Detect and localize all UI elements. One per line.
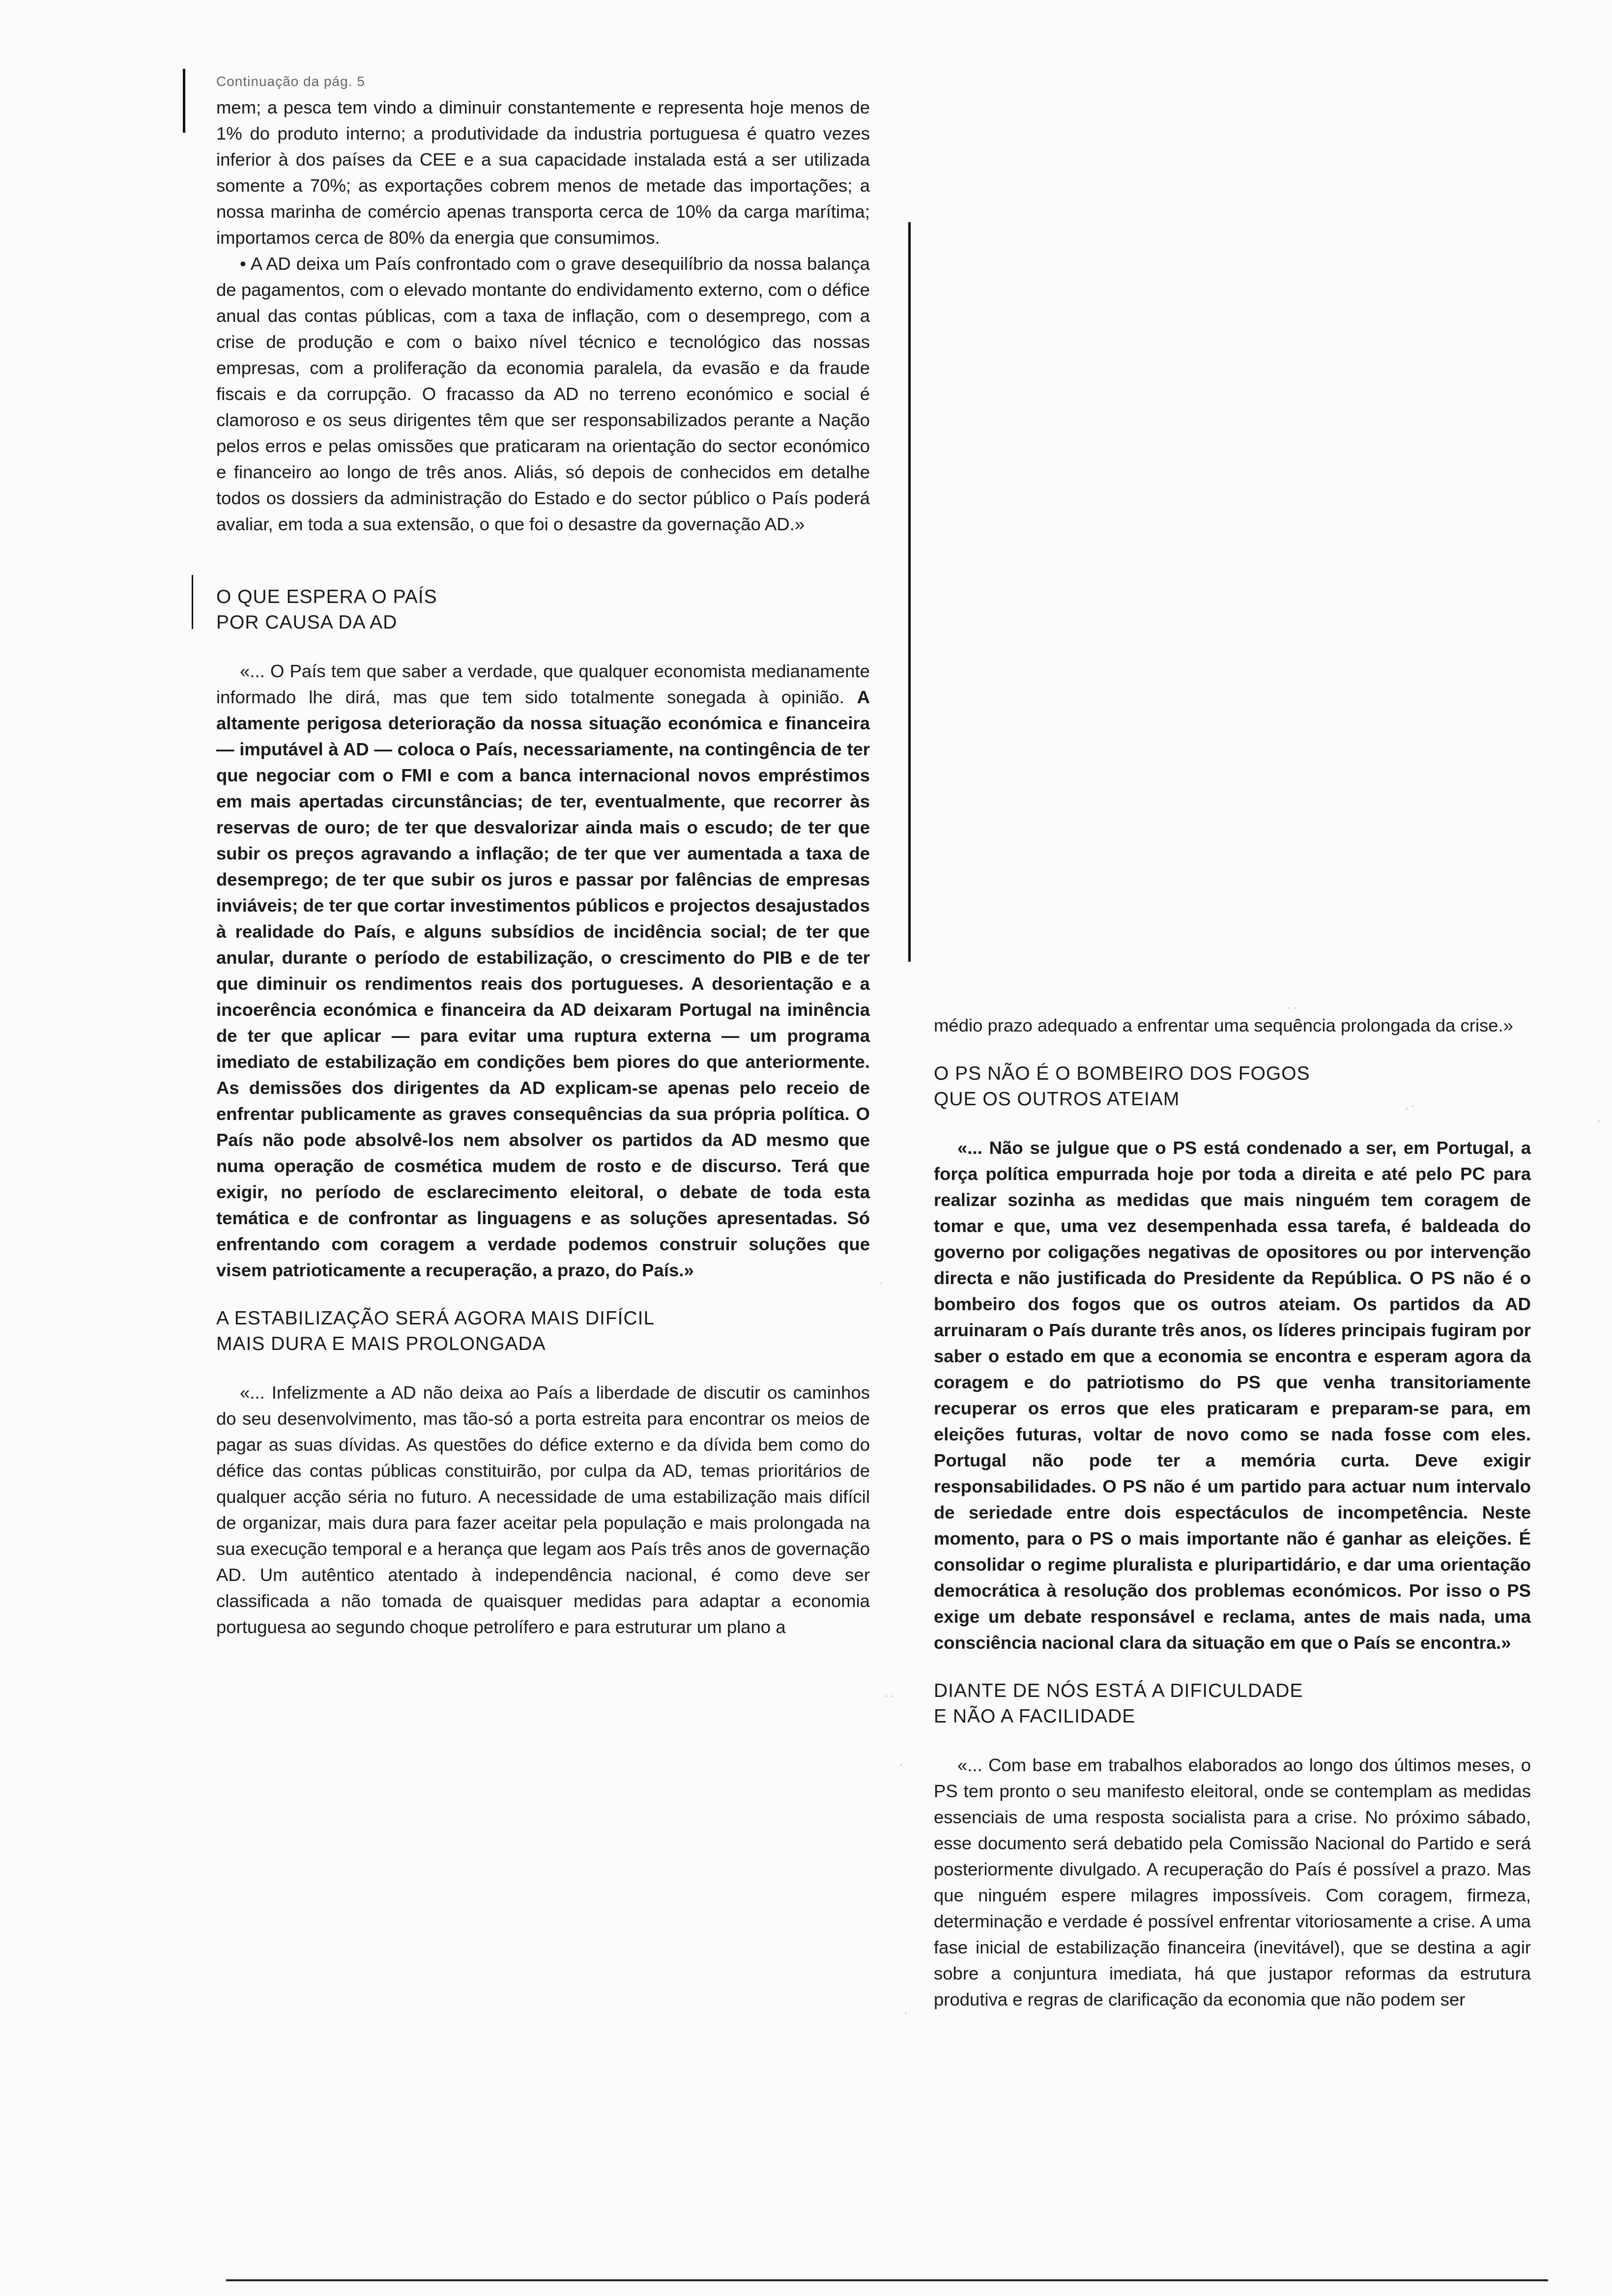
heading-line: MAIS DURA E MAIS PROLONGADA bbox=[216, 1333, 546, 1354]
scan-speck: · bbox=[899, 1759, 903, 1770]
section-4-quote: «... Com base em trabalhos elaborados ao longo dos últimos meses, o PS tem pronto o seu manifesto eleitoral, onde se contemplam as medidas essenciais de uma resposta socialista para a crise. No próximo sábado, esse documento será debatido pela Comissão Nacional do Partido e será posteriormente divulgado. A recuperação do País é possível a prazo. Mas que ninguém espere milagres impossíveis. Com coragem, firmeza, determinação e verdade é possível enfrentar vitoriosamente a crise. A uma fase inicial de estabilização financeira (inevitável), que se destina a agir sobre a conjuntura imediata, há que justapor reformas da estrutura produtiva e regras de clarificação da economia que não podem ser bbox=[934, 1755, 1531, 2009]
heading-line: POR CAUSA DA AD bbox=[216, 612, 398, 633]
heading-line: O QUE ESPERA O PAÍS bbox=[216, 586, 437, 607]
scan-speck: . bbox=[904, 2005, 907, 2016]
section-heading-o-que-espera bbox=[216, 584, 870, 635]
scan-speck: · · bbox=[1288, 1003, 1297, 1013]
heading-line: O PS NÃO É O BOMBEIRO DOS FOGOS bbox=[934, 1063, 1310, 1084]
section-2-quote: «... Infelizmente a AD não deixa ao País a liberdade de discutir os caminhos do seu desenvolvimento, mas tão-só a porta estreita para encontrar os meios de pagar as suas dívidas. As questões do défice externo e da dívida bem como do défice das contas públicas constituirão, por culpa da AD, temas prioritários de qualquer acção séria no futuro. A necessidade de uma estabilização mais difícil de organizar, mais dura para fazer aceitar pela população e mais prolongada na sua execução temporal e a herança que legam aos País três anos de governação AD. Um autêntico atentado à independência nacional, é como deve ser classificada a não tomada de quaisquer medidas para adaptar a economia portuguesa ao segundo choque petrolífero e para estruturar um plano a bbox=[216, 1382, 870, 1637]
left-margin-tick bbox=[192, 575, 193, 629]
section-1-quote bbox=[216, 658, 870, 1283]
scan-speck: · bbox=[1597, 1116, 1601, 1126]
heading-line: QUE OS OUTROS ATEIAM bbox=[934, 1089, 1180, 1110]
section-1-quote-bold: A altamente perigosa deterioração da nossa situação económica e financeira — imputável à AD — coloca o País, necessariamente, na contingência de ter que negociar com o FMI e com a banca internacional novos empréstimos em mais apertadas circunstâncias; de ter, eventualmente, que recorrer às reservas de ouro; de ter que desvalorizar ainda mais o escudo; de ter que subir os preços agravando a inflação; de ter que ver aumentada a taxa de desemprego; de ter que subir os juros e passar por falências de empresas inviáveis; de ter que cortar investimentos públicos e projectos desajustados à realidade do País, e alguns subsídios de incidência social; de ter que anular, durante o período de estabilização, o crescimento do PIB e de ter que diminuir os rendimentos reais dos portugueses. A desorientação e a incoerência económica e financeira da AD deixaram Portugal na iminência de ter que aplicar — para evitar uma ruptura externa — um programa imediato de estabilização em condições bem piores do que anteriormente. As demissões dos dirigentes da AD explicam-se apenas pelo receio de enfrentar publicamente as graves consequências da sua própria política. O País não pode absolvê-los nem absolver os partidos da AD mesmo que numa operação de cosmética mudem de rosto e de discurso. Terá que exigir, no período de esclarecimento eleitoral, o debate de toda esta temática e de confrontar as linguagens e as soluções apresentadas. Só enfrentando com coragem a verdade podemos construir soluções que visem patrioticamente a recuperação, a prazo, do País.» bbox=[216, 687, 870, 1280]
scan-speck: · · bbox=[885, 1691, 894, 1701]
left-column bbox=[216, 74, 870, 1640]
section-3-quote: «... Não se julgue que o PS está condenado a ser, em Portugal, a força política empurrada hoje por toda a direita e até pelo PC para realizar sozinha as medidas que mais ninguém tem coragem de tomar e que, uma vez desempenhada essa tarefa, é baldeada do governo por coligações negativas de opositores ou por intervenção directa e não justificada do Presidente da República. O PS não é o bombeiro dos fogos que os outros ateiam. Os partidos da AD arruinaram o País durante três anos, os líderes principais fugiram por saber o estado em que a economia se encontra e esperam agora da coragem e do patriotismo do PS que venha transitoriamente recuperar os erros que eles praticaram e preparam-se para, em eleições futuras, voltar de novo como se nada fosse com eles. Portugal não pode ter a memória curta. Deve exigir responsabilidades. O PS não é um partido para actuar num intervalo de seriedade entre dois espectáculos de incompetência. Neste momento, para o PS o mais importante não é ganhar as eleições. É consolidar o regime pluralista e pluripartidário, e dar uma orientação democrática à resolução dos problemas económicos. Por isso o PS exige um debate responsável e reclama, antes de mais nada, uma consciência nacional clara da situação em que o País se encontra.» bbox=[934, 1138, 1531, 1653]
section-heading-dificuldade bbox=[934, 1678, 1531, 1729]
bottom-rule bbox=[226, 2279, 1548, 2281]
scan-speck: . · bbox=[1406, 1101, 1414, 1112]
intro-paragraph: mem; a pesca tem vindo a diminuir constantemente e representa hoje menos de 1% do produto interno; a produtividade da industria portuguesa é quatro vezes inferior à dos países da CEE e a sua capacidade instalada está a ser utilizada somente a 70%; as exportações cobrem menos de metade das importações; a nossa marinha de comércio apenas transporta cerca de 10% da carga marítima; importamos cerca de 80% da energia que consumimos. bbox=[216, 97, 870, 248]
section-heading-ps-bombeiro bbox=[934, 1061, 1531, 1112]
section-heading-estabilizacao bbox=[216, 1306, 870, 1357]
section-1-quote-light: «... O País tem que saber a verdade, que qualquer economista medianamente informado lhe dirá, mas que tem sido totalmente sonegada à opinião. bbox=[216, 661, 870, 707]
carryover-paragraph: médio prazo adequado a enfrentar uma sequência prolongada da crise.» bbox=[934, 1015, 1513, 1035]
continuation-note: Continuação da pág. 5 bbox=[216, 74, 365, 89]
scan-speck: · bbox=[880, 1278, 883, 1289]
right-column bbox=[934, 1012, 1531, 2012]
heading-line: E NÃO A FACILIDADE bbox=[934, 1706, 1136, 1727]
heading-line: A ESTABILIZAÇÃO SERÁ AGORA MAIS DIFÍCIL bbox=[216, 1308, 655, 1329]
left-margin-rule bbox=[183, 69, 185, 133]
heading-line: DIANTE DE NÓS ESTÁ A DIFICULDADE bbox=[934, 1680, 1303, 1701]
column-divider-rule bbox=[908, 222, 911, 962]
bullet-paragraph: • A AD deixa um País confrontado com o grave desequilíbrio da nossa balança de pagamentos, com o elevado montante do endividamento externo, com o défice anual das contas públicas, com a taxa de inflação, com o desemprego, com a crise de produção e com o baixo nível técnico e tecnológico das nossas empresas, com a proliferação da economia paralela, da evasão e da fraude fiscais e da corrupção. O fracasso da AD no terreno económico e social é clamoroso e os seus dirigentes têm que ser responsabilizados perante a Nação pelos erros e pelas omissões que praticaram na orientação do sector económico e financeiro ao longo de três anos. Aliás, só depois de conhecidos em detalhe todos os dossiers da administração do Estado e do sector público o País poderá avaliar, em toda a sua extensão, o que foi o desastre da governação AD.» bbox=[216, 254, 870, 534]
